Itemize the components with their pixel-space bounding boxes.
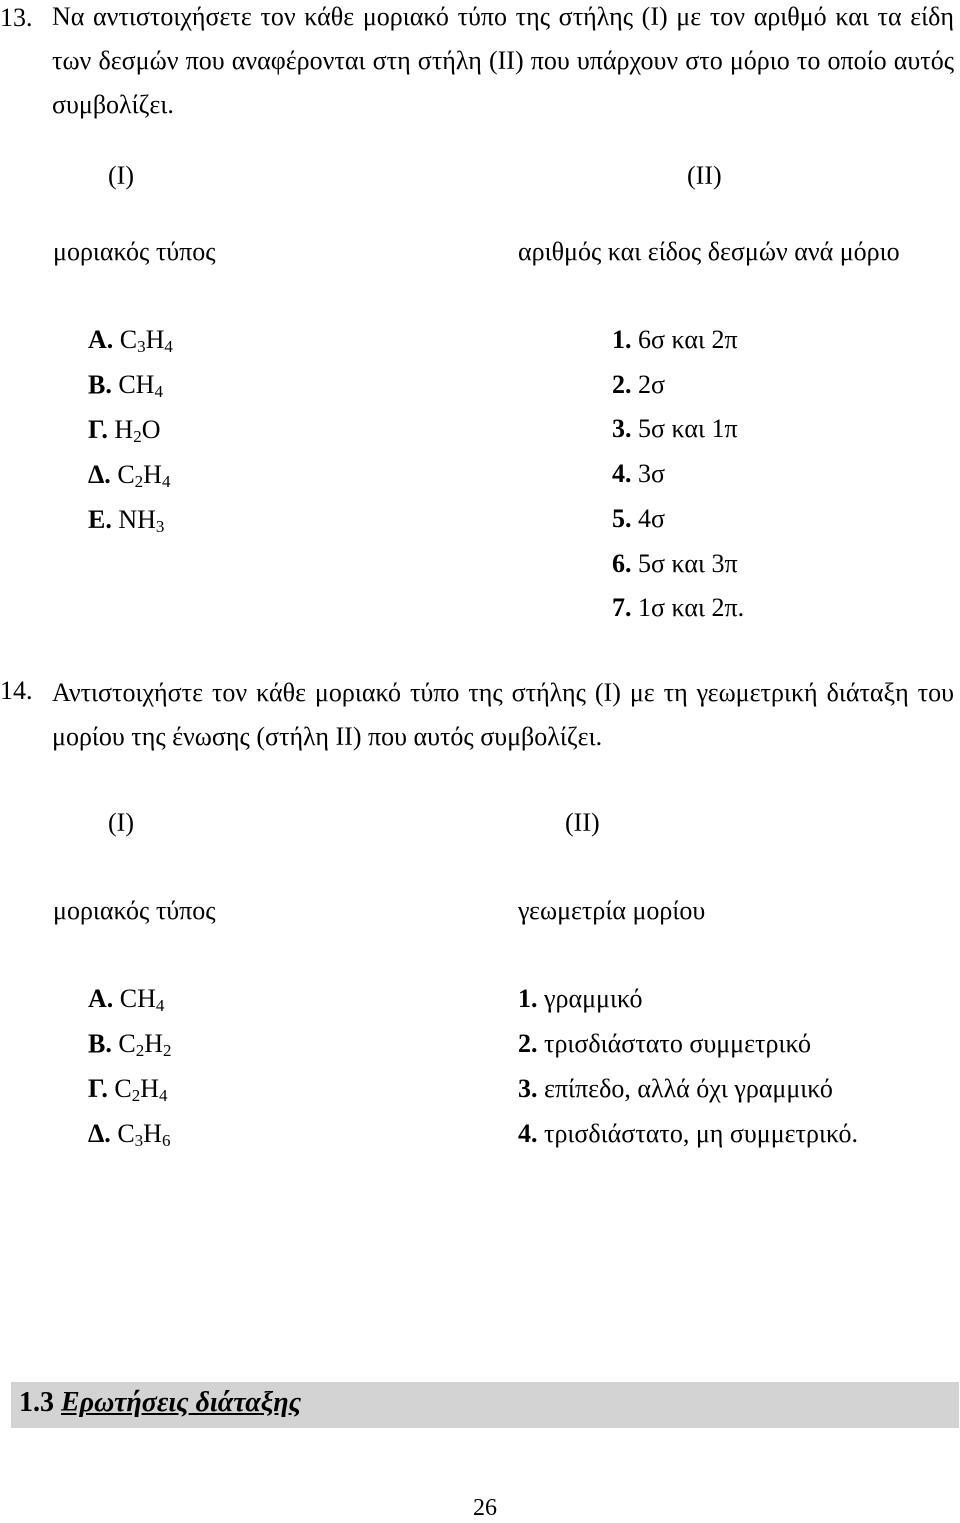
q13-bond-item-key: 5. [612, 503, 632, 533]
q13-bond-item-text: 6σ και 2π [638, 325, 738, 354]
q14-geometry-item-key: 2. [518, 1029, 538, 1058]
q13-bond-item [612, 413, 738, 444]
q14-geometry-item-key: 4. [518, 1119, 538, 1148]
q13-bond-item [612, 458, 665, 489]
section-title [19, 1386, 301, 1420]
q14-geometry-item-text: γραμμικό [544, 984, 643, 1013]
q14-geometry-item-text: τρισδιάστατο, μη συμμετρικό. [544, 1119, 859, 1148]
section-name: Ερωτήσεις διάταξης [61, 1387, 302, 1418]
q13-col2-label: (ΙΙ) [687, 161, 722, 190]
q14-geometry-item [518, 1073, 833, 1104]
q13-formula-item [88, 504, 164, 535]
q14-col2-header: γεωμετρία μορίου [518, 896, 706, 925]
q14-geometry-item [518, 983, 643, 1014]
q13-bond-item-key: 6. [612, 548, 632, 578]
q13-bond-item-text: 3σ [638, 459, 666, 489]
q14-formula-item [88, 983, 164, 1014]
q13-bond-item-key: 1. [612, 325, 632, 354]
q13-bond-item-text: 5σ και 1π [638, 414, 738, 444]
q13-bond-item [612, 369, 665, 400]
q13-col2-header: αριθμός και είδος δεσμών ανά μόριο [518, 237, 900, 266]
q13-bond-item [612, 503, 665, 534]
q13-formula-item-key: Γ. [88, 415, 108, 444]
molecular-formula: $CH_4$ [118, 370, 163, 401]
q14-geometry-item [518, 1118, 858, 1149]
q13-formula-item-key: Α. [88, 325, 114, 354]
q14-geometry-item-key: 3. [518, 1074, 538, 1103]
molecular-formula: $C_3H_6$ [117, 1119, 171, 1150]
q13-number: 13. [0, 3, 33, 32]
q13-bond-item-key: 3. [612, 414, 632, 444]
q13-bond-item-key: 4. [612, 459, 632, 489]
page-number: 26 [473, 1495, 497, 1521]
q13-bond-item-text: 1σ και 2π. [638, 593, 745, 623]
q14-formula-item [88, 1073, 168, 1104]
q14-geometry-item [518, 1028, 811, 1059]
q14-formula-item-key: Γ. [88, 1074, 108, 1103]
molecular-formula: $CH_4$ [119, 984, 165, 1015]
section-number: 1.3 [19, 1387, 54, 1418]
q13-formula-item [88, 414, 160, 445]
q13-bond-item-text: 4σ [638, 503, 666, 533]
q14-formula-item-key: Δ. [88, 1119, 111, 1148]
q14-geometry-item-text: τρισδιάστατο συμμετρικό [544, 1029, 811, 1058]
q14-formula-item-key: Α. [88, 984, 114, 1013]
q14-col1-header: μοριακός τύπος [53, 896, 216, 925]
q13-col1-label: (Ι) [108, 161, 134, 190]
q13-bond-item [612, 324, 738, 355]
q13-bond-item-key: 2. [612, 369, 632, 399]
q13-bond-item-key: 7. [612, 593, 632, 623]
q14-geometry-item-text: επίπεδο, αλλά όχι γραμμικό [544, 1074, 833, 1103]
q13-formula-item-key: Δ. [88, 460, 111, 489]
q13-formula-item-key: Ε. [88, 505, 112, 534]
q13-formula-item [88, 459, 170, 490]
q13-col1-header: μοριακός τύπος [53, 237, 216, 266]
q13-bond-item [612, 548, 738, 579]
q13-bond-item-text: 2σ [638, 369, 666, 399]
q13-formula-item [88, 369, 163, 400]
molecular-formula: $C_2H_4$ [117, 460, 171, 491]
q13-bond-item [612, 592, 744, 623]
molecular-formula: $NH_3$ [118, 505, 165, 536]
q14-formula-item [88, 1118, 170, 1149]
q14-geometry-item-key: 1. [518, 984, 538, 1013]
q14-col2-label: (ΙΙ) [565, 808, 600, 837]
q13-text: Να αντιστοιχήσετε τον κάθε μοριακό τύπο της στήλης (Ι) με τον αριθμό και τα είδη των δεσμών που αναφέρονται στη στήλη (ΙΙ) που υπάρχουν στο μόριο το οποίο αυτός συμβολίζει. [52, 2, 954, 119]
molecular-formula: $C_3H_4$ [119, 325, 173, 356]
q13-bond-item-text: 5σ και 3π [638, 548, 738, 578]
section-header [11, 1382, 959, 1428]
q14-col1-label: (Ι) [108, 808, 134, 837]
q14-text: Αντιστοιχήστε τον κάθε μοριακό τύπο της στήλης (Ι) με τη γεωμετρική διάταξη του μορίου της ένωσης (στήλη ΙΙ) που αυτός συμβολίζει. [52, 678, 954, 751]
q14-number: 14. [0, 676, 33, 705]
q14-formula-item [88, 1028, 171, 1059]
q14-formula-item-key: Β. [88, 1029, 112, 1058]
q13-formula-item [88, 324, 173, 355]
molecular-formula: $C_2H_2$ [118, 1029, 172, 1060]
q13-formula-item-key: Β. [88, 370, 112, 399]
molecular-formula: $C_2H_4$ [114, 1074, 168, 1105]
molecular-formula: $H_2O$ [114, 415, 161, 446]
